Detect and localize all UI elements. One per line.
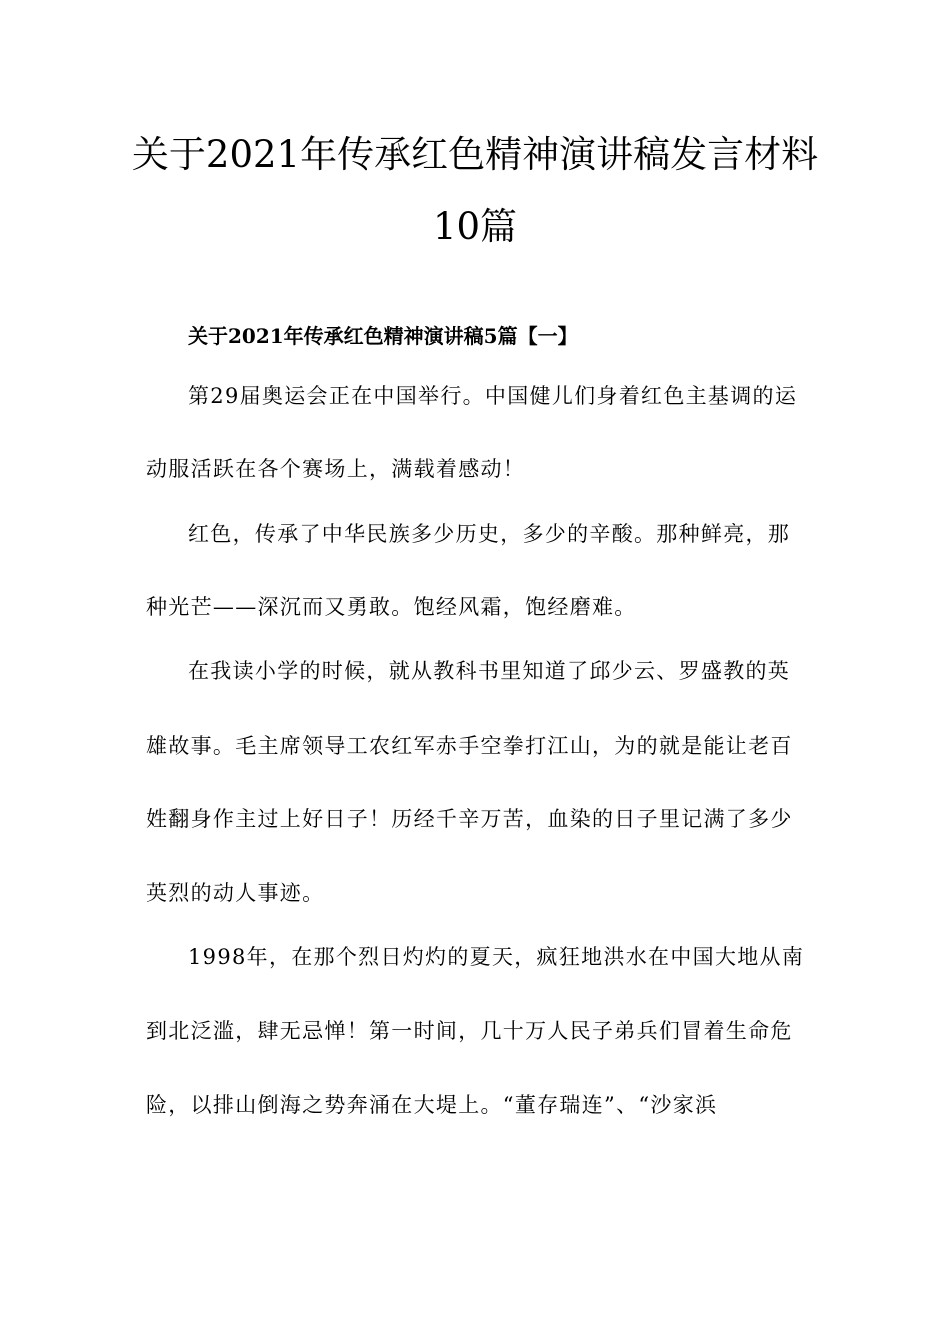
document-title-line-2: 10篇 [432,205,518,248]
paragraph-line: 动服活跃在各个赛场上，满载着感动！ [146,457,526,481]
paragraph-line: 第29届奥运会正在中国举行。中国健儿们身着红色主基调的运 [188,384,798,408]
paragraph-line: 英烈的动人事迹。 [146,881,325,905]
section-heading: 关于2021年传承红色精神演讲稿5篇【一】 [188,324,578,348]
paragraph-line: 红色，传承了中华民族多少历史，多少的辛酸。那种鲜亮，那 [188,522,791,546]
paragraph-line: 在我读小学的时候，就从教科书里知道了邱少云、罗盛教的英 [188,659,791,683]
paragraph-line: 1998年，在那个烈日灼灼的夏天，疯狂地洪水在中国大地从南 [188,945,805,969]
paragraph-line: 到北泛滥，肆无忌惮！第一时间，几十万人民子弟兵们冒着生命危 [146,1019,793,1043]
paragraph-line: 姓翻身作主过上好日子！历经千辛万苦，血染的日子里记满了多少 [146,807,793,831]
paragraph-line: 种光芒——深沉而又勇敢。饱经风霜，饱经磨难。 [146,595,637,619]
document-title-line-1: 关于2021年传承红色精神演讲稿发言材料 [131,133,819,176]
paragraph-line: 雄故事。毛主席领导工农红军赤手空拳打江山，为的就是能让老百 [146,734,793,758]
paragraph-line: 险，以排山倒海之势奔涌在大堤上。“董存瑞连”、“沙家浜 [146,1093,718,1117]
